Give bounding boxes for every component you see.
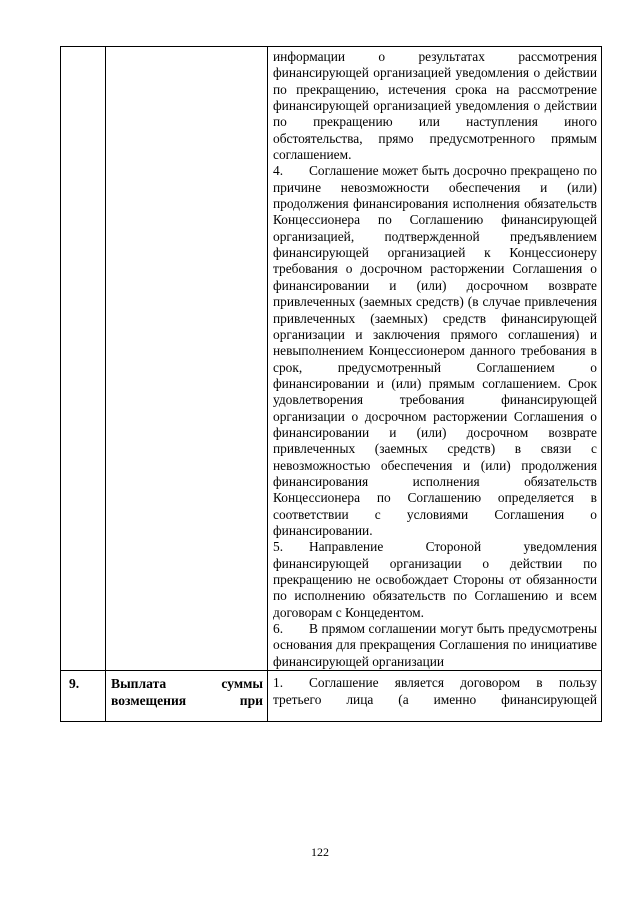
table-row bbox=[61, 671, 602, 722]
clause-number: 6. bbox=[273, 621, 284, 637]
row-title-line-1 bbox=[111, 675, 263, 692]
row-number: 9. bbox=[69, 676, 80, 692]
clause-1 bbox=[273, 674, 597, 708]
content-text-block bbox=[268, 47, 601, 670]
title-word: возмещения bbox=[111, 693, 187, 709]
clause-text: В прямом соглашении могут быть предусмотрены основания для прекращения Соглашения по инициативе финансирующей организации bbox=[273, 621, 597, 669]
row-number-cell bbox=[61, 671, 106, 722]
row-title-cell bbox=[106, 47, 268, 671]
clause-text: Соглашение является договором в пользу третьего лица (а именно финансирующей bbox=[273, 675, 597, 708]
title-word: при bbox=[239, 693, 263, 709]
clause-number: 4. bbox=[273, 163, 284, 179]
continued-paragraph: информации о результатах рассмотрения финансирующей организацией уведомления о действии по прекращению, истечения срока на рассмотрение финансирующей организацией уведомления о действии по прекращению или наступления иного обстоятельства, прямо предусмотренного прямым соглашением. bbox=[273, 49, 597, 163]
clause-6 bbox=[273, 621, 597, 670]
row-title-cell bbox=[106, 671, 268, 722]
row-number-cell bbox=[61, 47, 106, 671]
page-number: 122 bbox=[311, 845, 329, 859]
contract-table bbox=[60, 46, 602, 722]
table-row bbox=[61, 47, 602, 671]
title-word: Выплата bbox=[111, 676, 167, 692]
clause-text: Соглашение может быть досрочно прекращено по причине невозможности обеспечения и (или) продолжения финансирования исполнения обязательств Концессионера по Соглашению финансирующей организацией, подтвержденной предъявлением финансирующей организацией к Концессионеру требования о досрочном расторжении Соглашения о финансировании и (или) досрочном возврате привлеченных (заемных средств) (в случае привлечения привлеченных (заемных) средств финансирующей организации и заключения прямого соглашения) и невыполнением Концессионером данного требования в срок, предусмотренный Соглашением о финансировании и (или) прямым соглашением. Срок удовлетворения требования финансирующей организации о досрочном расторжении Соглашения о финансировании и (или) досрочном возврате привлеченных (заемных средств) в связи с невозможностью обеспечения и (или) продолжения финансирования исполнения обязательств Концессионера по Соглашению определяется в соответствии с условиями Соглашения о финансировании. bbox=[273, 163, 597, 538]
clause-number: 1. bbox=[273, 675, 284, 691]
clause-5 bbox=[273, 539, 597, 621]
clause-text: Направление Стороной уведомления финансирующей организации о действии по прекращению не освобождает Стороны от обязанности по исполнению обязательств по Соглашению и всем договорам с Концедентом. bbox=[273, 539, 597, 620]
row-title-line-2 bbox=[111, 692, 263, 709]
clause-4 bbox=[273, 163, 597, 539]
row-content-cell bbox=[268, 47, 602, 671]
title-word: суммы bbox=[221, 676, 263, 692]
row-content-cell bbox=[268, 671, 602, 722]
clause-number: 5. bbox=[273, 539, 284, 555]
